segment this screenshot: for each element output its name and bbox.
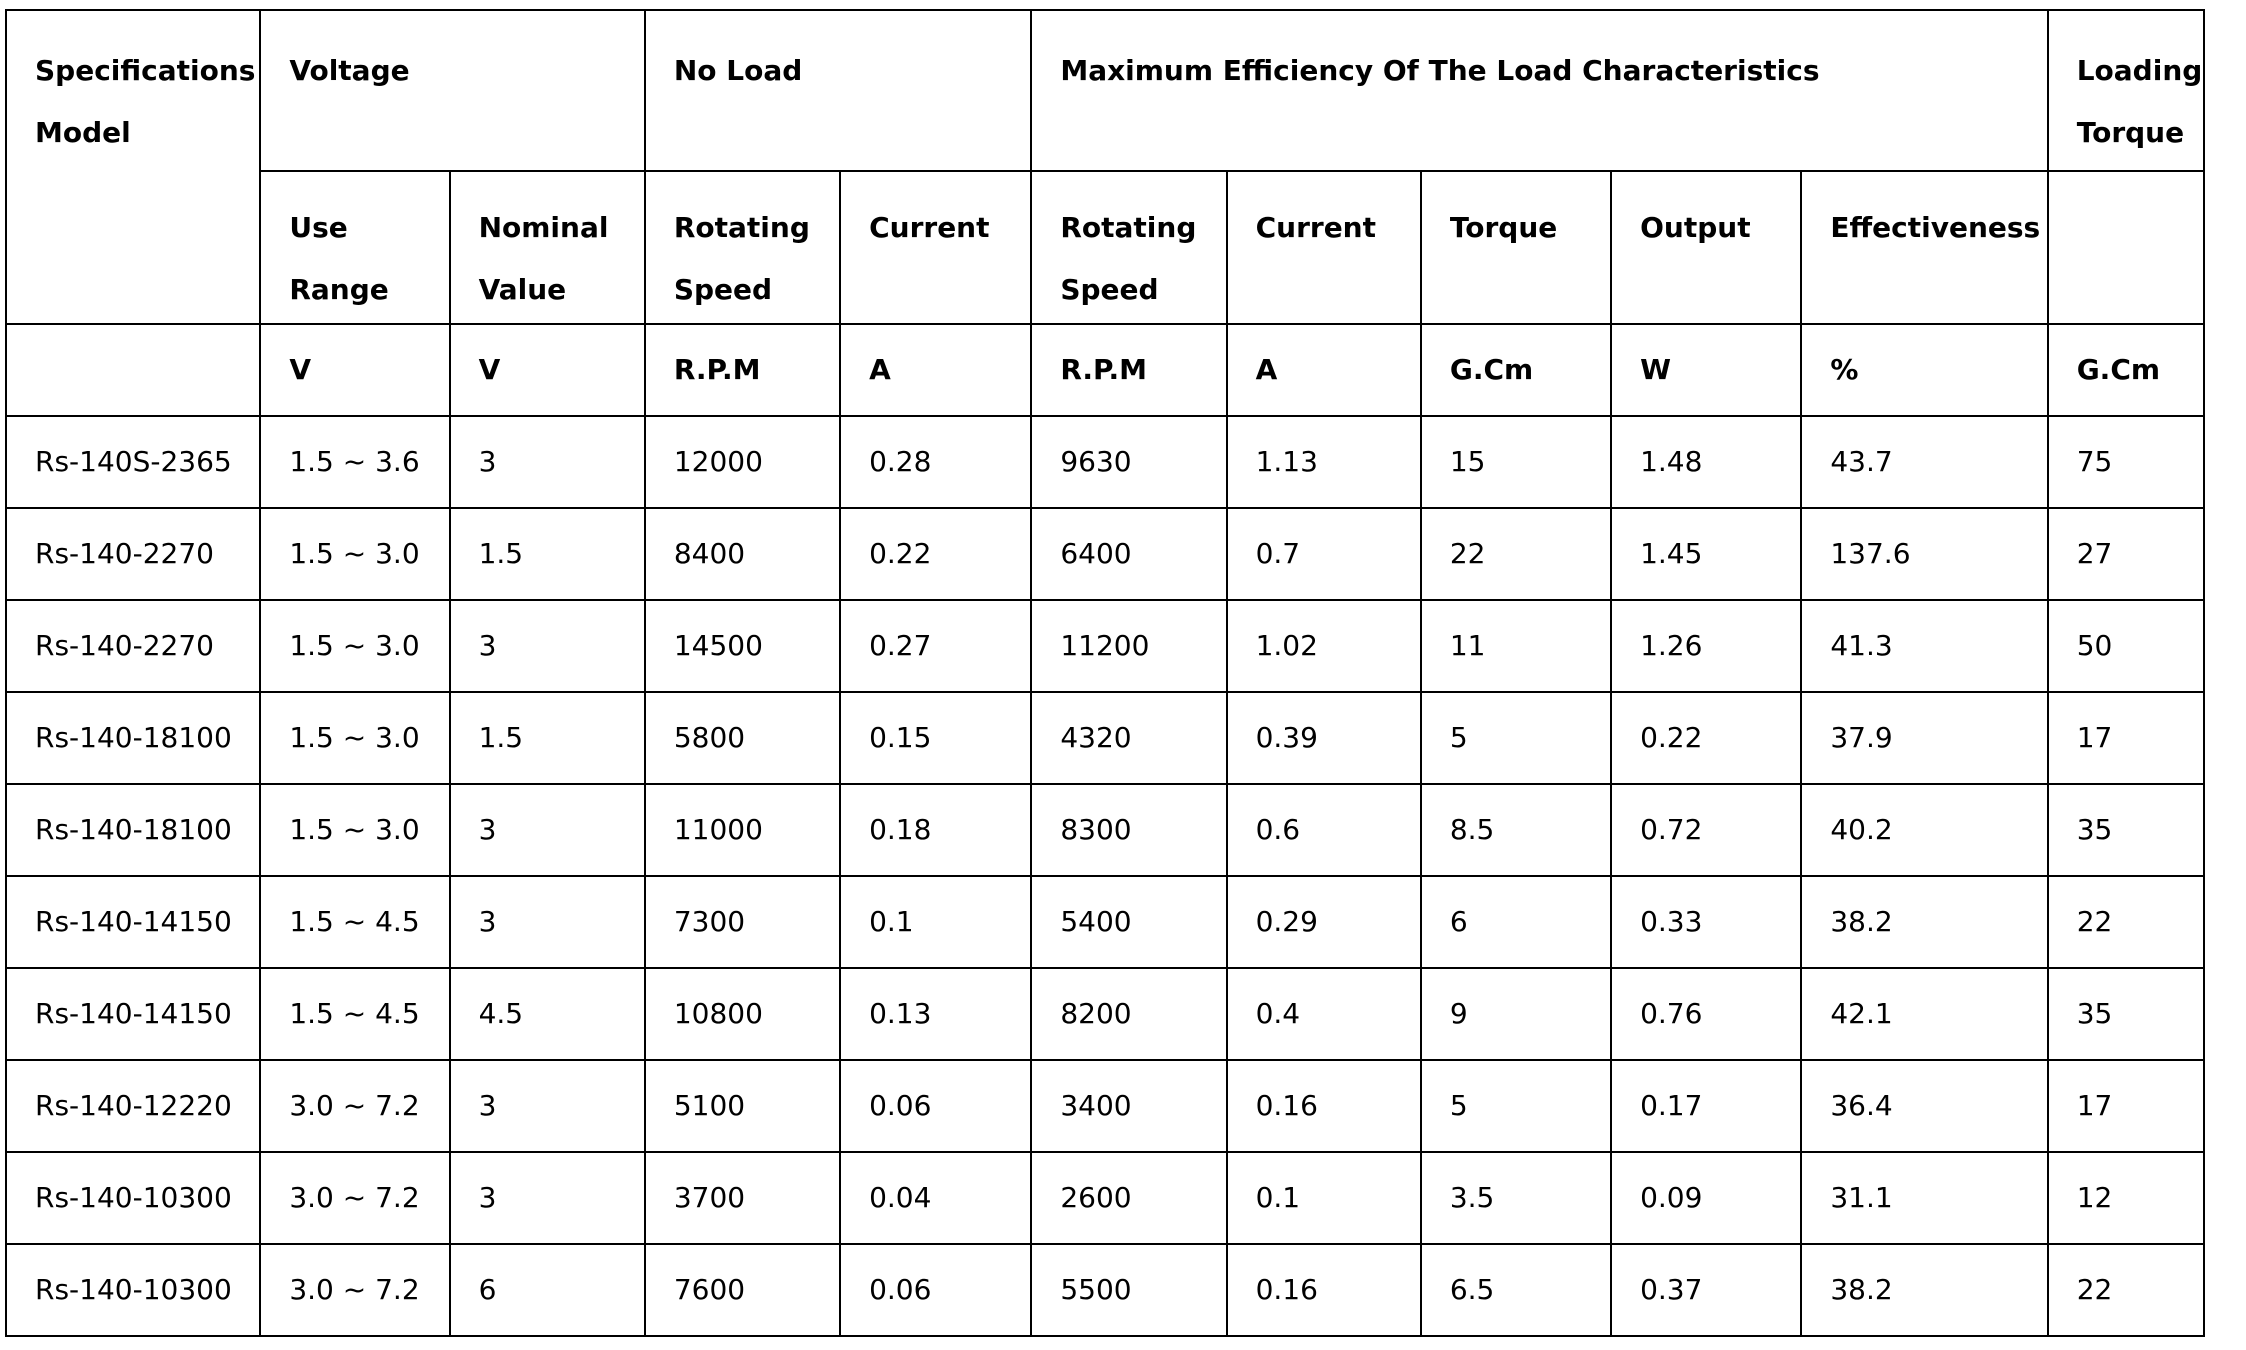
cell-model: Rs-140-2270 xyxy=(6,600,260,692)
unit-eff-current: A xyxy=(1227,324,1421,416)
cell-noload-current: 0.04 xyxy=(840,1152,1031,1244)
cell-effectiveness: 37.9 xyxy=(1801,692,2047,784)
table-row xyxy=(6,1152,2204,1244)
header-loading-torque-blank xyxy=(2048,171,2204,324)
cell-output: 0.17 xyxy=(1611,1060,1801,1152)
cell-output: 0.33 xyxy=(1611,876,1801,968)
cell-use-range: 1.5 ~ 3.0 xyxy=(260,600,449,692)
cell-model: Rs-140-14150 xyxy=(6,968,260,1060)
cell-model: Rs-140S-2365 xyxy=(6,416,260,508)
cell-output: 1.26 xyxy=(1611,600,1801,692)
unit-loading-torque: G.Cm xyxy=(2048,324,2204,416)
cell-eff-speed: 3400 xyxy=(1031,1060,1226,1152)
cell-model: Rs-140-10300 xyxy=(6,1244,260,1336)
cell-effectiveness: 137.6 xyxy=(1801,508,2047,600)
cell-eff-current: 0.16 xyxy=(1227,1244,1421,1336)
cell-use-range: 1.5 ~ 3.0 xyxy=(260,784,449,876)
table-row xyxy=(6,876,2204,968)
cell-loading-torque: 50 xyxy=(2048,600,2204,692)
cell-output: 1.45 xyxy=(1611,508,1801,600)
cell-noload-current: 0.1 xyxy=(840,876,1031,968)
unit-model-blank xyxy=(6,324,260,416)
cell-eff-current: 0.4 xyxy=(1227,968,1421,1060)
cell-nominal-value: 3 xyxy=(450,1060,645,1152)
table-row xyxy=(6,1244,2204,1336)
cell-torque: 8.5 xyxy=(1421,784,1611,876)
cell-effectiveness: 38.2 xyxy=(1801,876,2047,968)
cell-noload-speed: 3700 xyxy=(645,1152,840,1244)
unit-output: W xyxy=(1611,324,1801,416)
motor-specifications-table xyxy=(5,9,2205,1337)
cell-model: Rs-140-18100 xyxy=(6,784,260,876)
cell-use-range: 1.5 ~ 3.0 xyxy=(260,692,449,784)
cell-eff-current: 0.39 xyxy=(1227,692,1421,784)
cell-output: 0.76 xyxy=(1611,968,1801,1060)
cell-effectiveness: 38.2 xyxy=(1801,1244,2047,1336)
cell-loading-torque: 75 xyxy=(2048,416,2204,508)
cell-eff-current: 1.13 xyxy=(1227,416,1421,508)
unit-torque: G.Cm xyxy=(1421,324,1611,416)
cell-noload-current: 0.22 xyxy=(840,508,1031,600)
cell-effectiveness: 41.3 xyxy=(1801,600,2047,692)
cell-model: Rs-140-12220 xyxy=(6,1060,260,1152)
cell-noload-current: 0.06 xyxy=(840,1060,1031,1152)
cell-eff-speed: 8300 xyxy=(1031,784,1226,876)
cell-eff-speed: 8200 xyxy=(1031,968,1226,1060)
cell-loading-torque: 22 xyxy=(2048,876,2204,968)
cell-noload-current: 0.18 xyxy=(840,784,1031,876)
cell-effectiveness: 43.7 xyxy=(1801,416,2047,508)
cell-output: 0.22 xyxy=(1611,692,1801,784)
cell-noload-speed: 5800 xyxy=(645,692,840,784)
cell-torque: 5 xyxy=(1421,1060,1611,1152)
cell-output: 1.48 xyxy=(1611,416,1801,508)
cell-loading-torque: 35 xyxy=(2048,784,2204,876)
header-model: Specifications Model xyxy=(6,10,260,324)
cell-eff-current: 0.16 xyxy=(1227,1060,1421,1152)
cell-loading-torque: 27 xyxy=(2048,508,2204,600)
header-units-row xyxy=(6,324,2204,416)
header-eff-current: Current xyxy=(1227,171,1421,324)
cell-noload-current: 0.06 xyxy=(840,1244,1031,1336)
cell-noload-speed: 7300 xyxy=(645,876,840,968)
unit-noload-current: A xyxy=(840,324,1031,416)
unit-eff-speed: R.P.M xyxy=(1031,324,1226,416)
cell-eff-speed: 9630 xyxy=(1031,416,1226,508)
header-torque: Torque xyxy=(1421,171,1611,324)
table-row xyxy=(6,508,2204,600)
unit-nominal-value: V xyxy=(450,324,645,416)
cell-noload-current: 0.15 xyxy=(840,692,1031,784)
cell-eff-speed: 2600 xyxy=(1031,1152,1226,1244)
cell-noload-speed: 14500 xyxy=(645,600,840,692)
cell-loading-torque: 17 xyxy=(2048,1060,2204,1152)
cell-noload-speed: 10800 xyxy=(645,968,840,1060)
header-loading-torque: Loading Torque xyxy=(2048,10,2204,171)
cell-loading-torque: 35 xyxy=(2048,968,2204,1060)
cell-eff-current: 1.02 xyxy=(1227,600,1421,692)
cell-model: Rs-140-10300 xyxy=(6,1152,260,1244)
cell-use-range: 1.5 ~ 4.5 xyxy=(260,876,449,968)
cell-noload-speed: 11000 xyxy=(645,784,840,876)
table-row xyxy=(6,416,2204,508)
cell-output: 0.72 xyxy=(1611,784,1801,876)
header-subcolumn-row xyxy=(6,171,2204,324)
cell-use-range: 1.5 ~ 4.5 xyxy=(260,968,449,1060)
cell-effectiveness: 36.4 xyxy=(1801,1060,2047,1152)
cell-nominal-value: 1.5 xyxy=(450,692,645,784)
cell-noload-speed: 12000 xyxy=(645,416,840,508)
cell-output: 0.09 xyxy=(1611,1152,1801,1244)
cell-nominal-value: 3 xyxy=(450,600,645,692)
unit-noload-speed: R.P.M xyxy=(645,324,840,416)
cell-torque: 9 xyxy=(1421,968,1611,1060)
cell-eff-speed: 11200 xyxy=(1031,600,1226,692)
cell-eff-current: 0.1 xyxy=(1227,1152,1421,1244)
cell-nominal-value: 3 xyxy=(450,1152,645,1244)
header-voltage: Voltage xyxy=(260,10,645,171)
header-use-range: Use Range xyxy=(260,171,449,324)
unit-effectiveness: % xyxy=(1801,324,2047,416)
table-row xyxy=(6,784,2204,876)
cell-effectiveness: 40.2 xyxy=(1801,784,2047,876)
header-effectiveness: Effectiveness xyxy=(1801,171,2047,324)
cell-use-range: 1.5 ~ 3.0 xyxy=(260,508,449,600)
cell-torque: 6.5 xyxy=(1421,1244,1611,1336)
cell-torque: 11 xyxy=(1421,600,1611,692)
table-body xyxy=(6,416,2204,1336)
cell-eff-speed: 5400 xyxy=(1031,876,1226,968)
cell-noload-current: 0.28 xyxy=(840,416,1031,508)
cell-noload-current: 0.27 xyxy=(840,600,1031,692)
cell-noload-speed: 7600 xyxy=(645,1244,840,1336)
cell-eff-speed: 5500 xyxy=(1031,1244,1226,1336)
cell-model: Rs-140-14150 xyxy=(6,876,260,968)
cell-noload-speed: 5100 xyxy=(645,1060,840,1152)
cell-eff-current: 0.6 xyxy=(1227,784,1421,876)
header-group-row xyxy=(6,10,2204,171)
cell-loading-torque: 22 xyxy=(2048,1244,2204,1336)
header-noload-rotating-speed: Rotating Speed xyxy=(645,171,840,324)
cell-model: Rs-140-2270 xyxy=(6,508,260,600)
cell-loading-torque: 17 xyxy=(2048,692,2204,784)
cell-nominal-value: 1.5 xyxy=(450,508,645,600)
cell-use-range: 3.0 ~ 7.2 xyxy=(260,1152,449,1244)
cell-nominal-value: 6 xyxy=(450,1244,645,1336)
cell-eff-speed: 6400 xyxy=(1031,508,1226,600)
header-max-efficiency: Maximum Efficiency Of The Load Characteristics xyxy=(1031,10,2047,171)
table-row xyxy=(6,600,2204,692)
cell-use-range: 1.5 ~ 3.6 xyxy=(260,416,449,508)
header-output: Output xyxy=(1611,171,1801,324)
cell-use-range: 3.0 ~ 7.2 xyxy=(260,1060,449,1152)
cell-torque: 5 xyxy=(1421,692,1611,784)
cell-effectiveness: 42.1 xyxy=(1801,968,2047,1060)
cell-nominal-value: 3 xyxy=(450,784,645,876)
cell-torque: 6 xyxy=(1421,876,1611,968)
cell-effectiveness: 31.1 xyxy=(1801,1152,2047,1244)
cell-eff-current: 0.7 xyxy=(1227,508,1421,600)
cell-nominal-value: 3 xyxy=(450,876,645,968)
table-row xyxy=(6,968,2204,1060)
unit-use-range: V xyxy=(260,324,449,416)
cell-nominal-value: 4.5 xyxy=(450,968,645,1060)
cell-loading-torque: 12 xyxy=(2048,1152,2204,1244)
cell-noload-speed: 8400 xyxy=(645,508,840,600)
cell-eff-speed: 4320 xyxy=(1031,692,1226,784)
cell-use-range: 3.0 ~ 7.2 xyxy=(260,1244,449,1336)
header-noload-current: Current xyxy=(840,171,1031,324)
cell-output: 0.37 xyxy=(1611,1244,1801,1336)
header-no-load: No Load xyxy=(645,10,1032,171)
cell-nominal-value: 3 xyxy=(450,416,645,508)
header-eff-rotating-speed: Rotating Speed xyxy=(1031,171,1226,324)
cell-eff-current: 0.29 xyxy=(1227,876,1421,968)
table-row xyxy=(6,692,2204,784)
cell-torque: 3.5 xyxy=(1421,1152,1611,1244)
cell-model: Rs-140-18100 xyxy=(6,692,260,784)
cell-torque: 22 xyxy=(1421,508,1611,600)
cell-noload-current: 0.13 xyxy=(840,968,1031,1060)
table-row xyxy=(6,1060,2204,1152)
header-nominal-value: Nominal Value xyxy=(450,171,645,324)
cell-torque: 15 xyxy=(1421,416,1611,508)
